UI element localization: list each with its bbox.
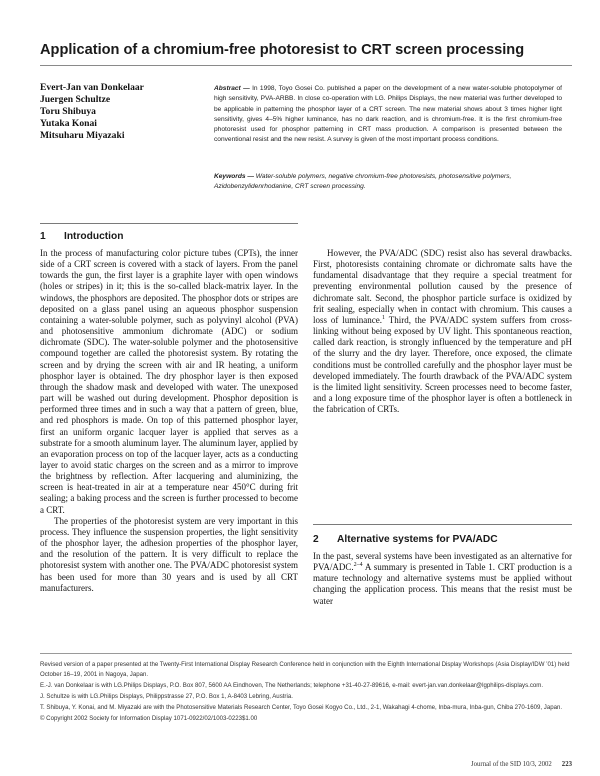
- author-name: Mitsuharu Miyazaki: [40, 130, 125, 141]
- author-name: Yutaka Konai: [40, 118, 97, 129]
- footnote: E.-J. van Donkelaar is with LG.Philips Displays, P.O. Box 807, 5600 AA Eindhoven, The Netherlands; telephone +31-40-27-89616, e-mail: evert-jan.van.donkelaar@lgphilips-displays.com.: [40, 681, 544, 689]
- section-rule: [313, 524, 572, 525]
- section-heading-introduction: [40, 231, 123, 242]
- journal-citation: Journal of the SID 10/3, 2002: [470, 761, 552, 768]
- paragraph-text: In the past, several systems have been investigated as an alternative for PVA/ADC.: [313, 551, 572, 573]
- paper-title: Application of a chromium-free photoresist to CRT screen processing: [40, 42, 525, 58]
- footnote-rule: [40, 653, 572, 654]
- title-rule: [40, 65, 572, 66]
- author-name: Evert-Jan van Donkelaar: [40, 82, 144, 93]
- section-number: 2: [313, 534, 319, 545]
- paragraph-text: A summary is presented in Table 1. CRT production is a mature technology and alternative systems must be applied without changing the application process. This means that the resist must be water: [313, 562, 572, 606]
- abstract-label: Abstract —: [214, 85, 250, 92]
- keywords-text: Water-soluble polymers, negative chromium-free photoresists, photosensitive polymers, Azidobenzylidenrhodanine, CRT screen processing.: [214, 173, 512, 191]
- section-rule: [40, 223, 298, 224]
- paragraph: [313, 248, 572, 415]
- paragraph: [313, 551, 572, 607]
- author-list: [40, 82, 200, 142]
- abstract-text: In 1998, Toyo Gosei Co. published a paper on the development of a new water-soluble photopolymer of high sensitivity, PVA-ARBB. In close co-operation with LG. Philips Displays, the new material was further developed to be applicable in patterning the phosphor layer of a CRT screen. The new material shows about 3 times higher light sensitivity, gives 4–5% higher luminance, has no dark reaction, and is chromium-free. It is the first chromium-free photoresist used for phosphor patterning in CRT mass production. A comparison is presented between the conventional resist and the new resist. A survey is given of the most important process conditions.: [214, 85, 562, 144]
- right-column-section2: [313, 551, 572, 607]
- right-column: [313, 248, 572, 415]
- footnote: T. Shibuya, Y. Konai, and M. Miyazaki are with the Photosensitive Materials Research Center, Toyo Gosei Kogyo Co., Ltd., 2-1, Wakahagi 4-chome, Inba-mura, Inba-gun, Chiba 270-1609, Japan.: [40, 704, 563, 712]
- running-footer: [420, 761, 572, 768]
- footnote: Revised version of a paper presented at the Twenty-First International Display Research Conference held in conjunction with the Eighth International Display Workshops (Asia Display/IDW ’01) held October 16–19, 2001 in Nagoya, Japan.: [40, 661, 570, 678]
- paragraph-text: Third, the PVA/ADC system suffers from cross-linking without being exposed by UV light. This spontaneous reaction, called dark reaction, is strongly influenced by the temperature and pH of the slurry and the dry layer. Therefore, once exposed, the climate conditions must be controlled carefully and the phosphor layer must be developed immediately. The fourth drawback of the PVA/ADC system is the limited light sensitivity. Screen processes need to become faster, and a long exposure time of the phosphor layer is often a bottleneck in the fabrication of CRTs.: [313, 314, 572, 415]
- footnotes: [40, 660, 572, 726]
- footnote: © Copyright 2002 Society for Information Display 1071-0922/02/1003-0223$1.00: [40, 715, 258, 723]
- abstract: [214, 84, 562, 146]
- author-name: Toru Shibuya: [40, 106, 96, 117]
- section-heading-alternatives: [313, 534, 498, 545]
- paragraph: The properties of the photoresist system are very important in this process. They influence the suspension properties, the light sensitivity of the phosphor layer, the adhesion properties of the phosphor layer, and the resolution of the pattern. It is very difficult to replace the photoresist system with another one. The PVA/ADC photoresist system has been used for more than 30 years and is used by all CRT manufacturers.: [40, 515, 298, 593]
- keywords: [214, 172, 562, 193]
- citation: 2–4: [353, 562, 363, 569]
- author-name: Juergen Schultze: [40, 94, 111, 105]
- footnote: J. Schultze is with LG.Philips Displays, Philippstrasse 27, P.O. Box 1, A-8403 Lebring, Austria.: [40, 692, 293, 700]
- left-column: [40, 248, 298, 594]
- section-title: Alternative systems for PVA/ADC: [337, 534, 498, 545]
- citation: 1: [382, 314, 386, 321]
- paragraph: In the process of manufacturing color picture tubes (CPTs), the inner side of a CRT screen is covered with a stack of layers. From the panel towards the gun, the first layer is a graphite layer with open windows (holes or stripes) in it; this is the so-called black-matrix layer. In the windows, the phosphors are deposited. The phosphor dots or stripes are deposited on a glass panel using an aqueous phosphor suspension containing a water-soluble polymer, such as polyvinyl alcohol (PVA) and photosensitive ammonium dichromate (ADC) or sodium dichromate (SDC). The water-soluble polymer and the photosensitive compound together are called the photoresist system. By rotating the screen and by drying the screen with air and IR heating, a uniform phosphor layer is obtained. The dry phosphor layer is then exposed through the shadow mask and developed with water. The unexposed part will be washed out during development. Phosphor deposition is performed three times and in such a way that a pattern of green, blue, and red phosphors is made. On top of this patterned phosphor layer, first an uniform organic lacquer layer is applied that serves as a substrate for a smooth aluminum layer. The aluminum layer, applied by an evaporation process on top of the lacquer layer, acts as a conducting layer to avoid static charges on the screen and as a mirror to improve the brightness by reflection. After lacquering and aluminizing, the screen is heat-treated in air at a temperature near 450°C during frit sealing; a baking process and the screen is further processed to become a CRT.: [40, 248, 298, 515]
- keywords-label: Keywords —: [214, 173, 254, 180]
- section-title: Introduction: [64, 231, 124, 242]
- section-number: 1: [40, 231, 46, 242]
- paragraph-text: However, the PVA/ADC (SDC) resist also has several drawbacks. First, photoresists containing chromate or dichromate salts have the fundamental disadvantage that they require a special treatment for preventing environmental pollution caused by the presence of dichromate salt. Second, the phosphor particle surface is oxidized by frit sealing, especially when in contact with chromium. This causes a loss of luminance.: [313, 248, 572, 325]
- page-number: 223: [561, 761, 572, 768]
